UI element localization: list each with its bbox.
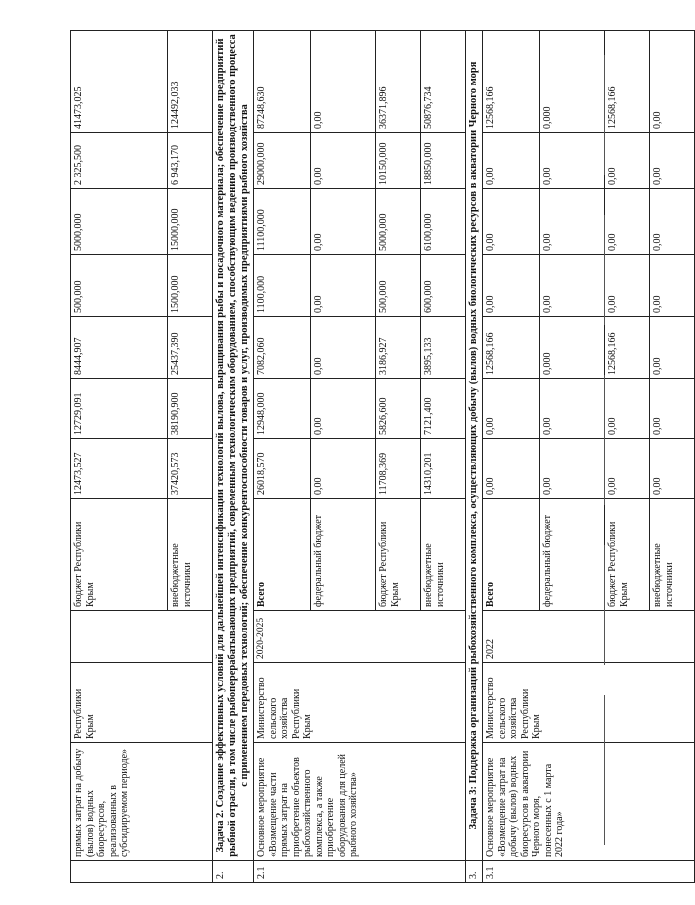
value-2020: 12948,000 [254, 379, 311, 439]
value-2023: 0,00 [605, 189, 650, 255]
funding-source: внебюджетные источники [650, 499, 695, 611]
value-2024: 0,00 [483, 133, 540, 189]
value-2021: 25437,390 [168, 317, 213, 379]
task-number: 2. [213, 861, 254, 883]
value-2024: 0,00 [540, 133, 605, 189]
value-2025: 87248,630 [254, 31, 311, 133]
funding-source: федеральный бюджет [311, 499, 376, 611]
value-total: 12473,527 [71, 439, 168, 499]
value-2023: 5000,000 [71, 189, 168, 255]
task-heading: Задача 3: Поддержка организаций рыбохозяйственного комплекса, осуществляющих добычу (вылов) водных биологических ресурсов в акватории Черного моря [466, 31, 483, 861]
value-total: 0,00 [540, 439, 605, 499]
value-2023: 15000,000 [168, 189, 213, 255]
value-2022: 0,00 [311, 255, 376, 317]
value-2021: 12568,166 [483, 317, 540, 379]
value-2020: 0,00 [605, 379, 650, 439]
task-heading: Задача 2. Создание эффективных условий для дальнейшей интенсификации технологий вылова, выращивания рыбы и посадочного материала; обеспечение предприятий рыбной отрасли, в том числе рыбоперерабатывающих предприятий, современным технологическим оборудованием, способствующим ведению производственного процесса с применением передовых технологий; обеспечение конкурентоспособности товаров и услуг, производимых предприятиями рыбного хозяйства [213, 31, 254, 861]
footer-rule [604, 695, 605, 845]
value-2024: 0,00 [650, 133, 695, 189]
value-2020: 38190,900 [168, 379, 213, 439]
value-total: 0,00 [483, 439, 540, 499]
value-2025: 0,000 [540, 31, 605, 133]
value-2021: 3895,133 [421, 317, 466, 379]
value-2023: 0,00 [650, 189, 695, 255]
period [71, 611, 213, 663]
value-2025: 36371,896 [376, 31, 421, 133]
value-2025: 12568,166 [605, 31, 650, 133]
event-name: прямых затрат на добычу (вылов) водных биоресурсов, реализованных в субсидируемом периоде» [71, 743, 213, 861]
value-2024: 18850,000 [421, 133, 466, 189]
value-2025: 124492,033 [168, 31, 213, 133]
value-2020: 12729,091 [71, 379, 168, 439]
funding-source: бюджет Республики Крым [376, 499, 421, 611]
task-number: 3. [466, 861, 483, 883]
program-financing-table [70, 30, 695, 883]
table-row [254, 31, 311, 883]
value-2020: 0,00 [311, 379, 376, 439]
value-2025: 41473,025 [71, 31, 168, 133]
funding-source: бюджет Республики Крым [605, 499, 650, 611]
funding-source: Всего [254, 499, 311, 611]
value-2022: 1100,000 [254, 255, 311, 317]
funding-source: бюджет Республики Крым [71, 499, 168, 611]
funding-source: федеральный бюджет [540, 499, 605, 611]
value-2021: 8444,907 [71, 317, 168, 379]
value-2025: 0,00 [650, 31, 695, 133]
value-2025: 50876,734 [421, 31, 466, 133]
value-2022: 0,00 [483, 255, 540, 317]
period: 2020-2025 [254, 611, 466, 663]
value-2020: 0,00 [483, 379, 540, 439]
value-2020: 7121,400 [421, 379, 466, 439]
responsible-executor: Министерство сельского хозяйства Республики Крым [254, 663, 466, 743]
value-2024: 29000,000 [254, 133, 311, 189]
value-total: 26018,570 [254, 439, 311, 499]
value-2023: 6100,000 [421, 189, 466, 255]
value-total: 14310,201 [421, 439, 466, 499]
value-2021: 12568,166 [605, 317, 650, 379]
value-2022: 600,000 [421, 255, 466, 317]
value-2022: 0,00 [650, 255, 695, 317]
value-2023: 0,00 [540, 189, 605, 255]
row-number: 2.1 [254, 861, 466, 883]
row-number [71, 861, 213, 883]
footer-rule [604, 55, 605, 175]
footer-rule [604, 215, 605, 325]
funding-source: внебюджетные источники [168, 499, 213, 611]
table-row [483, 31, 540, 883]
event-name: Основное мероприятие «Возмещение части прямых затрат на приобретение объектов рыбохозяйственного комплекса, а также приобретение оборудования для целей рыбного хозяйства» [254, 743, 466, 861]
value-2025: 0,00 [311, 31, 376, 133]
value-2024: 10150,000 [376, 133, 421, 189]
value-total: 11708,369 [376, 439, 421, 499]
value-2025: 12568,166 [483, 31, 540, 133]
footer-rule [604, 545, 605, 665]
funding-source: внебюджетные источники [421, 499, 466, 611]
value-2024: 2 325,500 [71, 133, 168, 189]
row-number: 3.1 [483, 861, 695, 883]
table-row [71, 31, 168, 883]
task-row [213, 31, 254, 883]
value-2024: 0,00 [605, 133, 650, 189]
value-total: 0,00 [605, 439, 650, 499]
value-2020: 0,00 [540, 379, 605, 439]
value-total: 37420,573 [168, 439, 213, 499]
value-2024: 6 943,170 [168, 133, 213, 189]
period: 2022 [483, 611, 695, 663]
task-row [466, 31, 483, 883]
value-2023: 0,00 [311, 189, 376, 255]
value-2021: 7082,060 [254, 317, 311, 379]
value-2023: 0,00 [483, 189, 540, 255]
value-2020: 0,00 [650, 379, 695, 439]
value-total: 0,00 [311, 439, 376, 499]
value-2024: 0,00 [311, 133, 376, 189]
value-2021: 3186,927 [376, 317, 421, 379]
value-2022: 500,000 [71, 255, 168, 317]
value-total: 0,00 [650, 439, 695, 499]
value-2023: 5000,000 [376, 189, 421, 255]
funding-source: Всего [483, 499, 540, 611]
value-2021: 0,00 [650, 317, 695, 379]
responsible-executor: Министерство сельского хозяйства Республики Крым [483, 663, 695, 743]
value-2023: 11100,000 [254, 189, 311, 255]
value-2022: 1500,000 [168, 255, 213, 317]
value-2022: 500,000 [376, 255, 421, 317]
footer-rule [604, 375, 605, 505]
value-2022: 0,00 [540, 255, 605, 317]
event-name: Основное мероприятие «Возмещение затрат на добычу (вылов) водных биоресурсов в акватории Черного моря, понесенных с 1 марта 2022 года» [483, 743, 695, 861]
value-2022: 0,00 [605, 255, 650, 317]
value-2021: 0,00 [311, 317, 376, 379]
value-2021: 0,000 [540, 317, 605, 379]
responsible-executor: Республики Крым [71, 663, 213, 743]
value-2020: 5826,600 [376, 379, 421, 439]
